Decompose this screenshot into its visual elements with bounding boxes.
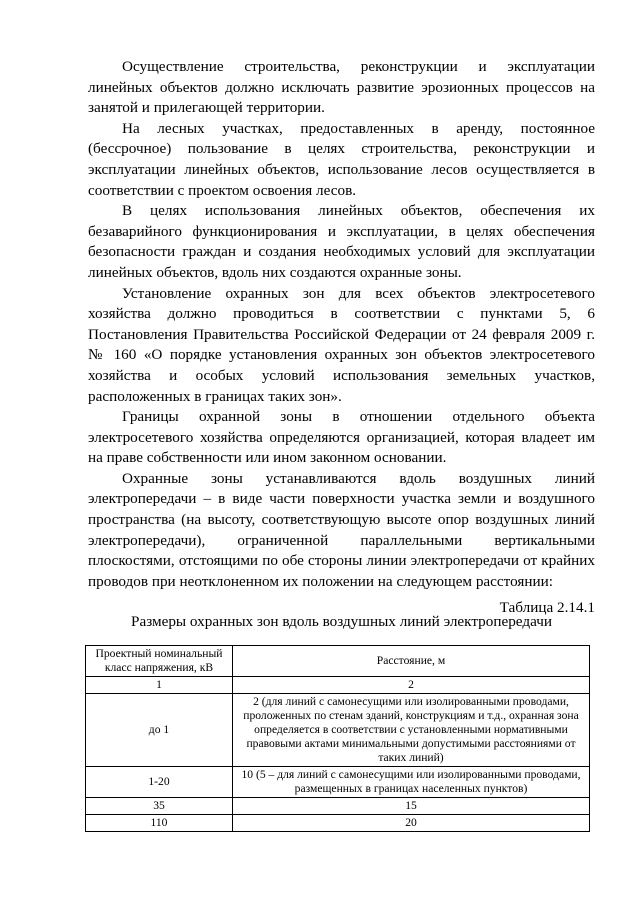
protection-zone-table: [85, 645, 590, 832]
distance-cell: 15: [233, 798, 590, 815]
column-number: 1: [86, 677, 233, 694]
header-distance: Расстояние, м: [233, 646, 590, 677]
table-row: [86, 694, 590, 767]
table-row: [86, 798, 590, 815]
voltage-cell: до 1: [86, 694, 233, 767]
table-column-numbers-row: [86, 677, 590, 694]
distance-cell: 2 (для линий с самонесущими или изолированными проводами, проложенных по стенам зданий, конструкциям и т.д., охранная зона определяется в соответствии с установленными нормативными правовыми актами минимальными допустимыми расстояниями от таких линий): [233, 694, 590, 767]
table-title: Размеры охранных зон вдоль воздушных линий электропередачи: [131, 613, 552, 630]
paragraph: На лесных участках, предоставленных в аренду, постоянное (бессрочное) пользование в целях строительства, реконструкции и эксплуатации линейных объектов, использование лесов осуществляется в соответствии с проектом освоения лесов.: [88, 119, 595, 199]
table-number: Таблица 2.14.1: [499, 599, 595, 616]
column-number: 2: [233, 677, 590, 694]
paragraph: В целях использования линейных объектов, обеспечения их безаварийного функционирования и эксплуатации, в целях обеспечения безопасности граждан и создания необходимых условий для эксплуатации линейных объектов, вдоль них создаются охранные зоны.: [88, 202, 595, 281]
voltage-cell: 110: [86, 815, 233, 832]
table-row: [86, 815, 590, 832]
body-text: [88, 57, 595, 592]
voltage-cell: 1-20: [86, 767, 233, 798]
paragraph: Границы охранной зоны в отношении отдельного объекта электросетевого хозяйства определяются организацией, которая владеет им на праве собственности или ином законном основании.: [88, 408, 595, 467]
distance-cell: 20: [233, 815, 590, 832]
paragraph: Охранные зоны устанавливаются вдоль воздушных линий электропередачи – в виде части поверхности участка земли и воздушного пространства (на высоту, соответствующую высоте опор воздушных линий электропередачи), ограниченной параллельными вертикальными плоскостями, отстоящими по обе стороны линии электропередачи от крайних проводов при неотклоненном их положении на следующем расстоянии:: [88, 469, 595, 590]
header-voltage: Проектный номинальный класс напряжения, кВ: [86, 646, 233, 677]
voltage-cell: 35: [86, 798, 233, 815]
distance-cell: 10 (5 – для линий с самонесущими или изолированными проводами, размещенных в границах населенных пунктов): [233, 767, 590, 798]
table-row: [86, 767, 590, 798]
paragraph: Осуществление строительства, реконструкции и эксплуатации линейных объектов должно исключать развитие эрозионных процессов на занятой и прилегающей территории.: [88, 58, 595, 117]
table-header-row: [86, 646, 590, 677]
paragraph: Установление охранных зон для всех объектов электросетевого хозяйства должно проводиться в соответствии с пунктами 5, 6 Постановления Правительства Российской Федерации от 24 февраля 2009 г. № 160 «О порядке установления охранных зон объектов электросетевого хозяйства и особых условий использования земельных участков, расположенных в границах таких зон».: [88, 284, 595, 405]
